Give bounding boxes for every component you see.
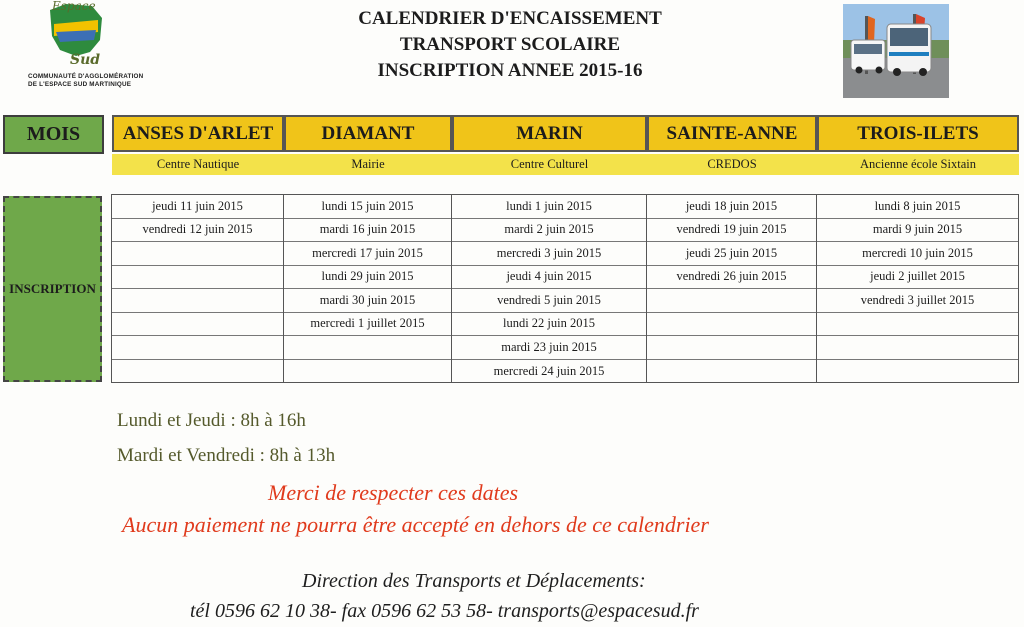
table-cell [284,336,451,360]
table-cell: mardi 9 juin 2015 [817,219,1018,243]
commune-header-anses-darlet: ANSES D'ARLET [112,115,284,152]
lieu-trois-ilets: Ancienne école Sixtain [817,154,1019,175]
dates-column-diamant [283,194,452,383]
title-line3: INSCRIPTION ANNEE 2015-16 [377,60,643,81]
table-cell: jeudi 11 juin 2015 [112,195,283,219]
commune-header-marin: MARIN [452,115,647,152]
commune-header-sainte-anne: SAINTE-ANNE [647,115,817,152]
espace-sud-emblem-icon [46,0,106,66]
footer-line-1: Direction des Transports et Déplacements: [302,570,646,592]
logo-tagline [28,73,148,89]
lieu-marin: Centre Culturel [452,154,647,175]
bus-photo [843,4,949,98]
table-cell: mardi 30 juin 2015 [284,289,451,313]
lieu-sainte-anne: CREDOS [647,154,817,175]
hours-line-1: Lundi et Jeudi : 8h à 16h [117,410,306,431]
table-cell: mercredi 10 juin 2015 [817,242,1018,266]
table-cell [112,242,283,266]
svg-text:Espace: Espace [52,0,96,13]
logo-tagline-line1: COMMUNAUTÉ D'AGGLOMÉRATION [28,73,144,80]
hours-line-2: Mardi et Vendredi : 8h à 13h [117,445,336,466]
table-cell: vendredi 5 juin 2015 [452,289,646,313]
commune-header-diamant: DIAMANT [284,115,452,152]
table-cell: lundi 1 juin 2015 [452,195,646,219]
dates-column-marin [451,194,647,383]
table-cell [112,289,283,313]
table-cell: lundi 8 juin 2015 [817,195,1018,219]
table-cell [647,336,816,360]
table-cell [112,313,283,337]
table-cell [817,360,1018,384]
table-cell: mercredi 3 juin 2015 [452,242,646,266]
dates-column-sainte-anne [646,194,817,383]
commune-header-trois-ilets: TROIS-ILETS [817,115,1019,152]
espace-sud-logo [10,0,144,92]
table-cell: lundi 29 juin 2015 [284,266,451,290]
title-line2: TRANSPORT SCOLAIRE [399,34,621,55]
notice-line-1: Merci de respecter ces dates [268,480,519,505]
dates-column-trois-ilets [816,194,1019,383]
footer-contact: tél 0596 62 10 38- fax 0596 62 53 58- transports@espacesud.fr [190,600,699,622]
table-cell: mercredi 1 juillet 2015 [284,313,451,337]
table-cell [647,360,816,384]
bus-photo-image [843,4,949,98]
table-cell: mardi 16 juin 2015 [284,219,451,243]
table-cell [647,313,816,337]
mois-header: MOIS [3,115,104,154]
table-cell: mardi 23 juin 2015 [452,336,646,360]
table-cell: jeudi 2 juillet 2015 [817,266,1018,290]
logo-tagline-line2: DE L'ESPACE SUD MARTINIQUE [28,81,132,88]
table-cell: jeudi 25 juin 2015 [647,242,816,266]
table-cell: lundi 22 juin 2015 [452,313,646,337]
table-cell: mercredi 17 juin 2015 [284,242,451,266]
dates-table [111,194,1019,383]
table-cell [647,289,816,313]
table-cell: jeudi 4 juin 2015 [452,266,646,290]
table-cell: mardi 2 juin 2015 [452,219,646,243]
lieu-anses-darlet: Centre Nautique [112,154,284,175]
dates-column-anses-darlet [111,194,284,383]
table-cell: jeudi 18 juin 2015 [647,195,816,219]
table-cell [284,360,451,384]
table-cell: lundi 15 juin 2015 [284,195,451,219]
table-cell: vendredi 26 juin 2015 [647,266,816,290]
notice-line-2: Aucun paiement ne pourra être accepté en dehors de ce calendrier [122,512,709,537]
inscription-label: INSCRIPTION [3,196,102,382]
table-cell: vendredi 12 juin 2015 [112,219,283,243]
table-cell [112,336,283,360]
page-title [300,6,720,84]
table-cell [112,360,283,384]
table-cell [817,336,1018,360]
table-cell: vendredi 3 juillet 2015 [817,289,1018,313]
table-cell: vendredi 19 juin 2015 [647,219,816,243]
svg-text:Sud: Sud [70,52,101,66]
table-cell [112,266,283,290]
title-line1: CALENDRIER D'ENCAISSEMENT [358,8,662,29]
table-cell [817,313,1018,337]
lieu-diamant: Mairie [284,154,452,175]
table-cell: mercredi 24 juin 2015 [493,363,605,378]
